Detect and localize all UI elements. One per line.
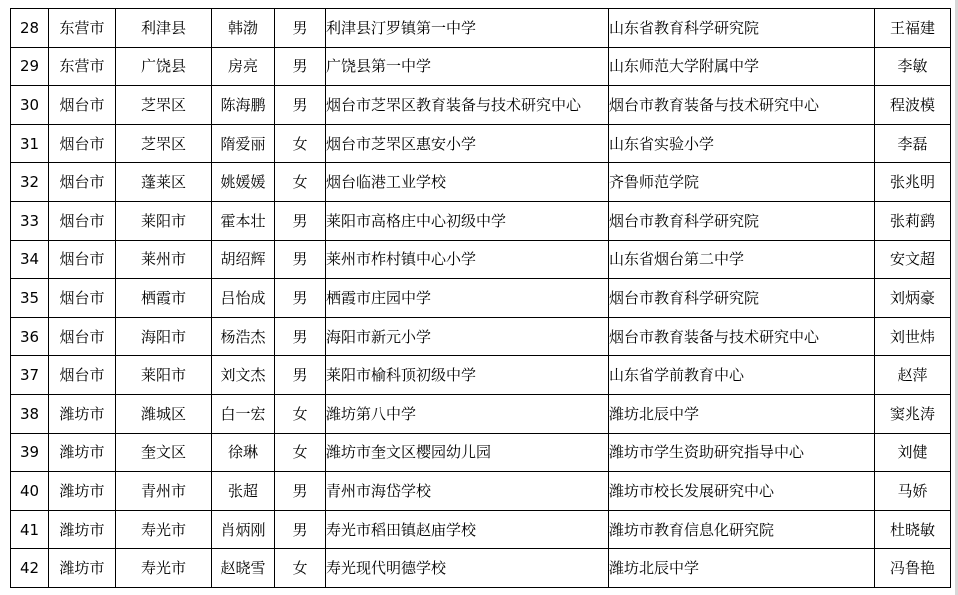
seq-cell: 35 — [11, 279, 49, 318]
name-cell: 杨浩杰 — [212, 317, 275, 356]
table-row — [11, 47, 951, 86]
mentor-cell: 张兆明 — [875, 163, 951, 202]
mentor-cell: 程波模 — [875, 86, 951, 125]
name-cell: 霍本壮 — [212, 201, 275, 240]
mentor-cell: 王福建 — [875, 9, 951, 48]
city-cell: 潍坊市 — [49, 394, 116, 433]
roster-table — [10, 8, 951, 588]
table-row — [11, 9, 951, 48]
city-cell: 烟台市 — [49, 279, 116, 318]
city-cell: 潍坊市 — [49, 472, 116, 511]
table-row — [11, 510, 951, 549]
host-unit-cell: 山东省学前教育中心 — [609, 356, 875, 395]
district-cell: 青州市 — [116, 472, 212, 511]
seq-cell: 32 — [11, 163, 49, 202]
table-row — [11, 433, 951, 472]
gender-cell: 男 — [275, 240, 326, 279]
district-cell: 栖霞市 — [116, 279, 212, 318]
name-cell: 胡绍辉 — [212, 240, 275, 279]
name-cell: 刘文杰 — [212, 356, 275, 395]
host-unit-cell: 潍坊北辰中学 — [609, 549, 875, 588]
name-cell: 张超 — [212, 472, 275, 511]
seq-cell: 41 — [11, 510, 49, 549]
seq-cell: 40 — [11, 472, 49, 511]
seq-cell: 31 — [11, 124, 49, 163]
district-cell: 利津县 — [116, 9, 212, 48]
school-cell: 烟台临港工业学校 — [326, 163, 609, 202]
table-row — [11, 472, 951, 511]
host-unit-cell: 潍坊市教育信息化研究院 — [609, 510, 875, 549]
city-cell: 烟台市 — [49, 356, 116, 395]
host-unit-cell: 齐鲁师范学院 — [609, 163, 875, 202]
name-cell: 白一宏 — [212, 394, 275, 433]
school-cell: 莱阳市高格庄中心初级中学 — [326, 201, 609, 240]
school-cell: 广饶县第一中学 — [326, 47, 609, 86]
seq-cell: 36 — [11, 317, 49, 356]
name-cell: 姚媛媛 — [212, 163, 275, 202]
gender-cell: 女 — [275, 433, 326, 472]
school-cell: 青州市海岱学校 — [326, 472, 609, 511]
table-row — [11, 279, 951, 318]
school-cell: 寿光市稻田镇赵庙学校 — [326, 510, 609, 549]
city-cell: 烟台市 — [49, 240, 116, 279]
district-cell: 蓬莱区 — [116, 163, 212, 202]
seq-cell: 33 — [11, 201, 49, 240]
district-cell: 海阳市 — [116, 317, 212, 356]
school-cell: 海阳市新元小学 — [326, 317, 609, 356]
city-cell: 潍坊市 — [49, 433, 116, 472]
seq-cell: 42 — [11, 549, 49, 588]
mentor-cell: 刘炳豪 — [875, 279, 951, 318]
seq-cell: 34 — [11, 240, 49, 279]
mentor-cell: 刘健 — [875, 433, 951, 472]
seq-cell: 29 — [11, 47, 49, 86]
table-row — [11, 124, 951, 163]
name-cell: 隋爱丽 — [212, 124, 275, 163]
gender-cell: 男 — [275, 356, 326, 395]
city-cell: 烟台市 — [49, 124, 116, 163]
school-cell: 烟台市芝罘区教育装备与技术研究中心 — [326, 86, 609, 125]
district-cell: 寿光市 — [116, 510, 212, 549]
gender-cell: 女 — [275, 549, 326, 588]
seq-cell: 30 — [11, 86, 49, 125]
table-row — [11, 240, 951, 279]
roster-table-body — [11, 9, 951, 588]
name-cell: 吕怡成 — [212, 279, 275, 318]
table-row — [11, 549, 951, 588]
mentor-cell: 李磊 — [875, 124, 951, 163]
name-cell: 陈海鹏 — [212, 86, 275, 125]
host-unit-cell: 潍坊北辰中学 — [609, 394, 875, 433]
district-cell: 寿光市 — [116, 549, 212, 588]
district-cell: 莱阳市 — [116, 201, 212, 240]
district-cell: 潍城区 — [116, 394, 212, 433]
mentor-cell: 李敏 — [875, 47, 951, 86]
city-cell: 烟台市 — [49, 201, 116, 240]
mentor-cell: 窦兆涛 — [875, 394, 951, 433]
mentor-cell: 赵萍 — [875, 356, 951, 395]
gender-cell: 男 — [275, 47, 326, 86]
host-unit-cell: 山东省教育科学研究院 — [609, 9, 875, 48]
district-cell: 莱阳市 — [116, 356, 212, 395]
city-cell: 东营市 — [49, 47, 116, 86]
school-cell: 烟台市芝罘区惠安小学 — [326, 124, 609, 163]
school-cell: 莱阳市榆科顶初级中学 — [326, 356, 609, 395]
district-cell: 奎文区 — [116, 433, 212, 472]
district-cell: 芝罘区 — [116, 124, 212, 163]
mentor-cell: 冯鲁艳 — [875, 549, 951, 588]
school-cell: 潍坊第八中学 — [326, 394, 609, 433]
host-unit-cell: 烟台市教育装备与技术研究中心 — [609, 86, 875, 125]
district-cell: 芝罘区 — [116, 86, 212, 125]
seq-cell: 37 — [11, 356, 49, 395]
table-row — [11, 86, 951, 125]
school-cell: 利津县汀罗镇第一中学 — [326, 9, 609, 48]
gender-cell: 男 — [275, 9, 326, 48]
host-unit-cell: 烟台市教育科学研究院 — [609, 201, 875, 240]
host-unit-cell: 潍坊市校长发展研究中心 — [609, 472, 875, 511]
gender-cell: 男 — [275, 279, 326, 318]
city-cell: 东营市 — [49, 9, 116, 48]
name-cell: 韩渤 — [212, 9, 275, 48]
mentor-cell: 安文超 — [875, 240, 951, 279]
seq-cell: 39 — [11, 433, 49, 472]
school-cell: 栖霞市庄园中学 — [326, 279, 609, 318]
gender-cell: 男 — [275, 86, 326, 125]
mentor-cell: 张莉鹞 — [875, 201, 951, 240]
name-cell: 肖炳刚 — [212, 510, 275, 549]
gender-cell: 女 — [275, 163, 326, 202]
table-row — [11, 163, 951, 202]
host-unit-cell: 山东省实验小学 — [609, 124, 875, 163]
gender-cell: 女 — [275, 394, 326, 433]
district-cell: 莱州市 — [116, 240, 212, 279]
table-row — [11, 201, 951, 240]
city-cell: 烟台市 — [49, 317, 116, 356]
gender-cell: 男 — [275, 510, 326, 549]
gender-cell: 女 — [275, 124, 326, 163]
district-cell: 广饶县 — [116, 47, 212, 86]
gender-cell: 男 — [275, 317, 326, 356]
name-cell: 房亮 — [212, 47, 275, 86]
host-unit-cell: 潍坊市学生资助研究指导中心 — [609, 433, 875, 472]
school-cell: 寿光现代明德学校 — [326, 549, 609, 588]
gender-cell: 男 — [275, 201, 326, 240]
host-unit-cell: 烟台市教育装备与技术研究中心 — [609, 317, 875, 356]
city-cell: 潍坊市 — [49, 549, 116, 588]
host-unit-cell: 山东省烟台第二中学 — [609, 240, 875, 279]
name-cell: 徐琳 — [212, 433, 275, 472]
host-unit-cell: 山东师范大学附属中学 — [609, 47, 875, 86]
mentor-cell: 刘世炜 — [875, 317, 951, 356]
host-unit-cell: 烟台市教育科学研究院 — [609, 279, 875, 318]
seq-cell: 38 — [11, 394, 49, 433]
mentor-cell: 马娇 — [875, 472, 951, 511]
table-row — [11, 317, 951, 356]
gender-cell: 男 — [275, 472, 326, 511]
city-cell: 潍坊市 — [49, 510, 116, 549]
seq-cell: 28 — [11, 9, 49, 48]
name-cell: 赵晓雪 — [212, 549, 275, 588]
city-cell: 烟台市 — [49, 163, 116, 202]
mentor-cell: 杜晓敏 — [875, 510, 951, 549]
school-cell: 莱州市柞村镇中心小学 — [326, 240, 609, 279]
table-row — [11, 356, 951, 395]
school-cell: 潍坊市奎文区樱园幼儿园 — [326, 433, 609, 472]
table-row — [11, 394, 951, 433]
city-cell: 烟台市 — [49, 86, 116, 125]
